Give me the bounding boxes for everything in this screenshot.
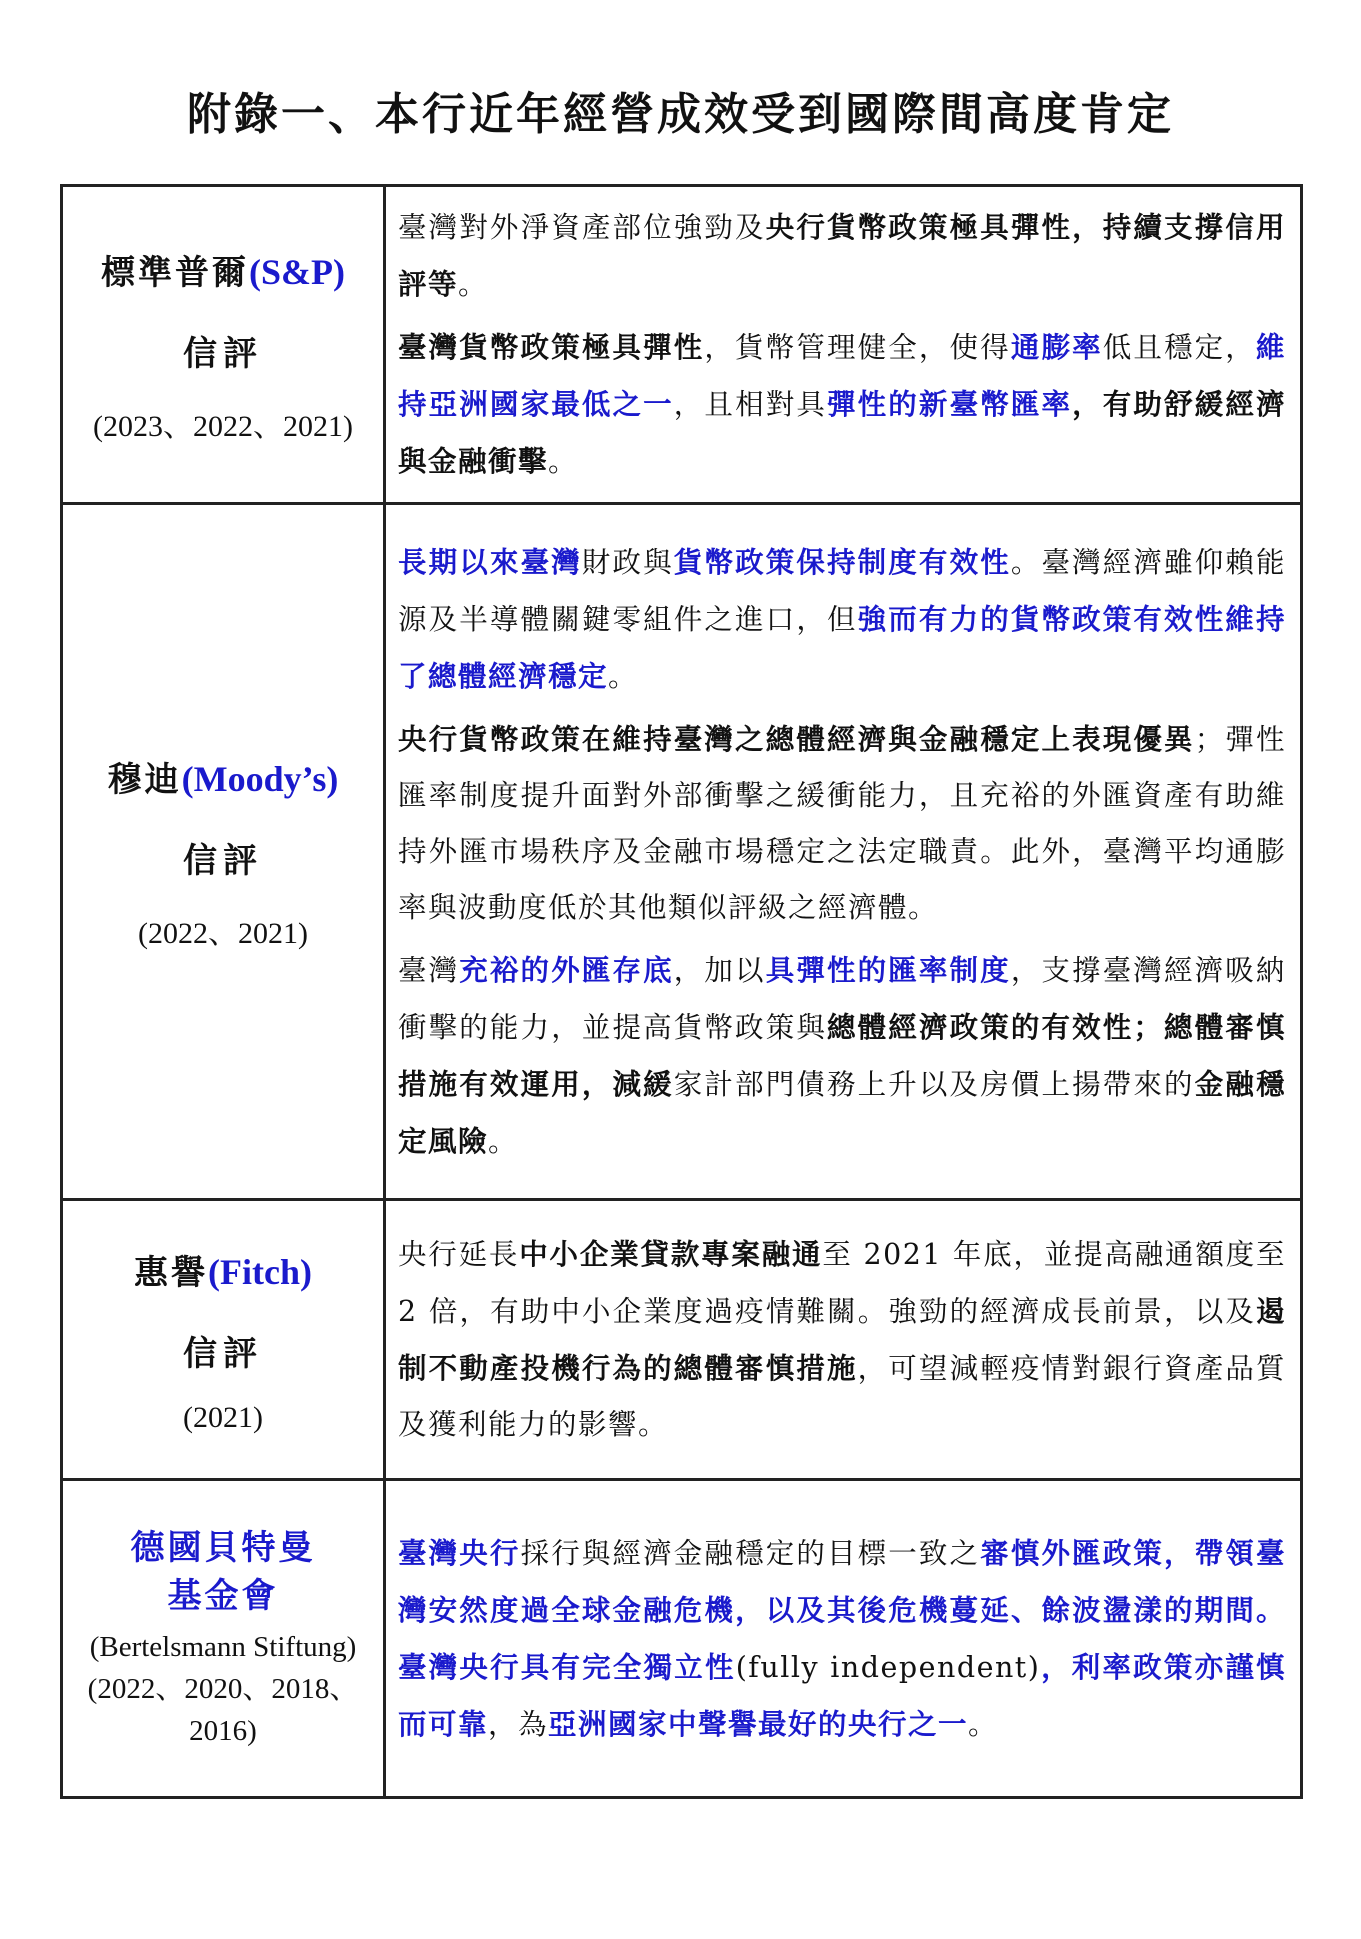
highlight-bold-text: 總體經濟政策的有效性；總體審慎措施有效運用，減緩 xyxy=(398,1009,1286,1101)
description-paragraph xyxy=(398,199,1286,313)
highlight-blue-text: 亞洲國家中聲譽最好的央行之一 xyxy=(548,1706,969,1741)
text-segment: 。 xyxy=(968,1707,999,1741)
description-cell-moodys xyxy=(385,504,1302,1200)
highlight-blue-text: 具彈性的匯率制度 xyxy=(765,952,1011,987)
rating-subtitle: 信評 xyxy=(183,840,263,881)
agency-name-line1: 德國貝特曼 xyxy=(130,1528,316,1569)
agency-cell-bertelsmann xyxy=(62,1480,385,1798)
text-segment: 財政與 xyxy=(581,545,674,579)
text-segment: ，支撐臺灣經濟吸納衝擊的能力，並提高貨幣政策與 xyxy=(398,953,1286,1044)
highlight-bold-text: 央行貨幣政策極具彈性，持續支撐信用評等 xyxy=(398,210,1286,301)
highlight-blue-text: 審慎外匯政策，帶領臺灣安然度過全球金融危機，以及其後危機蔓延、餘波盪漾的期間。臺灣央行具有完全獨立性 xyxy=(398,1535,1286,1684)
agency-name xyxy=(67,1244,379,1302)
highlight-blue-text: 臺灣央行 xyxy=(398,1535,521,1570)
agency-name-latin: (Bertelsmann Stiftung) xyxy=(89,1630,357,1663)
text-segment: (fully independent) xyxy=(735,1650,1041,1684)
text-segment: 臺灣 xyxy=(398,953,460,987)
highlight-blue-text: 維持亞洲國家最低之一 xyxy=(398,330,1286,421)
highlight-blue-text: 充裕的外匯存底 xyxy=(459,952,674,987)
rating-subtitle: 信評 xyxy=(183,333,263,374)
highlight-blue-text: 長期以來臺灣 xyxy=(398,544,582,579)
text-segment: ，為 xyxy=(488,1707,549,1741)
table-row-moodys xyxy=(62,504,1302,1200)
highlight-blue-text: 強而有力的貨幣政策有效性維持了總體經濟穩定 xyxy=(398,601,1286,693)
agency-name-latin: (Fitch) xyxy=(208,1252,312,1293)
highlight-blue-text: 通膨率 xyxy=(1010,330,1103,364)
description-cell-sp xyxy=(385,186,1302,504)
description-paragraph xyxy=(398,1525,1286,1753)
table-row-fitch xyxy=(62,1200,1302,1480)
ratings-table xyxy=(60,184,1303,1799)
text-segment: 。 xyxy=(548,445,579,478)
text-segment: 。 xyxy=(488,1124,519,1158)
page-title: 附錄一、本行近年經營成效受到國際間高度肯定 xyxy=(187,89,1174,140)
description-paragraph xyxy=(398,711,1286,936)
rating-years-line1: (2022、2020、2018、 xyxy=(87,1672,359,1705)
rating-years: (2022、2021) xyxy=(138,916,308,950)
agency-name-line2: 基金會 xyxy=(167,1575,279,1616)
agency-name xyxy=(67,244,379,302)
rating-years-line2: 2016) xyxy=(189,1714,257,1747)
text-segment: ，可望減輕疫情對銀行資產品質及獲利能力的影響。 xyxy=(398,1352,1286,1441)
agency-cell-moodys xyxy=(62,504,385,1200)
description-paragraph xyxy=(398,319,1286,490)
rating-years: (2023、2022、2021) xyxy=(93,409,353,443)
text-segment: ，貨幣管理健全，使得 xyxy=(704,331,1011,364)
rating-years: (2021) xyxy=(183,1400,263,1434)
highlight-bold-text: 央行貨幣政策在維持臺灣之總體經濟與金融穩定上表現優異 xyxy=(398,721,1195,756)
agency-cell-sp xyxy=(62,186,385,504)
description-paragraph xyxy=(398,534,1286,705)
text-segment: 臺灣對外淨資產部位強勁及 xyxy=(398,211,766,244)
text-segment: ，且相對具 xyxy=(673,388,827,421)
highlight-blue-text: 貨幣政策保持制度有效性 xyxy=(673,544,1011,579)
table-row-sp xyxy=(62,186,1302,504)
rating-subtitle: 信評 xyxy=(183,1333,263,1374)
highlight-bold-text: 遏制不動產投機行為的總體審慎措施 xyxy=(398,1294,1286,1385)
table-row-bertelsmann xyxy=(62,1480,1302,1798)
text-segment: 。 xyxy=(608,659,639,693)
text-segment: 央行延長 xyxy=(398,1238,520,1271)
agency-name xyxy=(67,751,379,809)
rating-years xyxy=(67,1668,379,1752)
highlight-bold-text: 臺灣貨幣政策極具彈性 xyxy=(398,330,705,364)
text-segment: 採行與經濟金融穩定的目標一致之 xyxy=(520,1536,981,1570)
text-segment: 至 2021 年底，並提高融通額度至 2 倍，有助中小企業度過疫情難關。強勁的經濟成長前景，以及 xyxy=(398,1238,1286,1328)
description-cell-bertelsmann xyxy=(385,1480,1302,1798)
highlight-bold-text: 金融穩定風險 xyxy=(398,1066,1286,1158)
highlight-bold-text: 中小企業貸款專案融通 xyxy=(519,1237,823,1271)
highlight-blue-text: ，利率政策亦謹慎而可靠 xyxy=(398,1649,1286,1741)
description-paragraph xyxy=(398,1226,1286,1453)
text-segment: 。臺灣經濟雖仰賴能源及半導體關鍵零組件之進口，但 xyxy=(398,545,1286,636)
agency-name-latin: (Moody’s) xyxy=(181,759,339,800)
description-paragraph xyxy=(398,942,1286,1170)
text-segment: ，加以 xyxy=(673,953,766,987)
agency-name-cjk: 惠譽 xyxy=(134,1253,209,1294)
text-segment: 低且穩定， xyxy=(1102,331,1256,364)
agency-name-cjk: 標準普爾 xyxy=(101,253,249,294)
description-cell-fitch xyxy=(385,1200,1302,1480)
text-segment: 。 xyxy=(458,268,489,301)
highlight-bold-text: ，有助舒緩經濟與金融衝擊 xyxy=(398,387,1286,478)
text-segment: ；彈性匯率制度提升面對外部衝擊之緩衝能力，且充裕的外匯資產有助維持外匯市場秩序及金融市場穩定之法定職責。此外，臺灣平均通膨率與波動度低於其他類似評級之經濟體。 xyxy=(398,722,1286,924)
agency-name-latin: (S&P) xyxy=(249,252,345,293)
text-segment: 家計部門債務上升以及房價上揚帶來的 xyxy=(673,1067,1195,1101)
highlight-blue-text: 彈性的新臺幣匯率 xyxy=(827,387,1073,421)
agency-name-cjk: 穆迪 xyxy=(107,760,182,801)
agency-cell-fitch xyxy=(62,1200,385,1480)
